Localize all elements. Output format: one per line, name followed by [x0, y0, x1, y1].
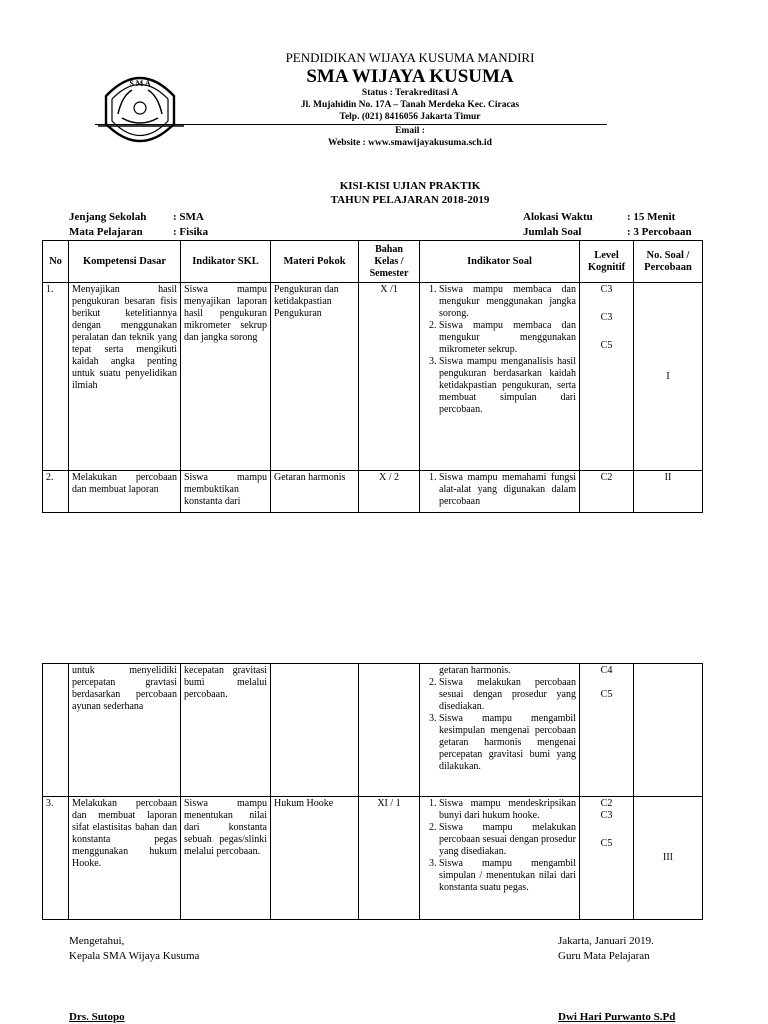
level-item: C5: [600, 340, 613, 351]
mapel-value: : Fisika: [173, 226, 209, 238]
soal-continuation: getaran harmonis.: [439, 665, 511, 676]
row3-kompetensi: Melakukan percobaan dan membuat laporan sifat elastisitas bahan dan konstanta pegas menggunakan hukum Hooke.: [69, 797, 181, 920]
row2b-skl: kecepatan gravitasi bumi melalui percobaan.: [181, 664, 271, 797]
list-item: 3. Siswa mampu menganalisis hasil pengukuran berdasarkan kaidah ketidakpastian pengukuran, serta membuat simpulan dari percobaan.: [439, 356, 576, 416]
row2b-bahan: [359, 664, 420, 797]
kisi-table-part2: [42, 663, 703, 920]
list-item: 3. Siswa mampu mengambil kesimpulan mengenai percobaan getaran harmonis mengenai percepatan gravitasi bumi yang dilakukan.: [439, 713, 576, 773]
row3-bahan: XI / 1: [359, 797, 420, 920]
header-level: Level Kognitif: [580, 241, 634, 283]
list-item: 3. Siswa mampu mengambil simpulan / menentukan nilai dari konstanta suatu pegas.: [439, 858, 576, 894]
row1-no-soal: I: [634, 283, 703, 471]
document-year: TAHUN PELAJARAN 2018-2019: [330, 194, 490, 206]
row1-no: 1.: [43, 283, 69, 471]
list-item: 1. Siswa mampu mendeskripsikan bunyi dari hukum hooke.: [439, 798, 576, 822]
row1-indikator-soal: [420, 283, 580, 471]
header-bahan: Bahan Kelas / Semester: [359, 241, 420, 283]
level-item: C2: [600, 798, 613, 809]
sig-right-name: Dwi Hari Purwanto S.Pd: [558, 1011, 676, 1023]
jumlah-value: : 3 Percobaan: [627, 226, 692, 238]
school-status: Status : Terakreditasi A: [361, 88, 459, 98]
alokasi-value: : 15 Menit: [627, 211, 676, 223]
row3-no: 3.: [43, 797, 69, 920]
row2-bahan: X / 2: [359, 471, 420, 513]
mapel-label: Mata Pelajaran: [69, 226, 143, 238]
school-phone: Telp. (021) 8416056 Jakarta Timur: [339, 112, 481, 122]
sig-left-line2: Kepala SMA Wijaya Kusuma: [69, 950, 200, 962]
list-item: 1. Siswa mampu memahami fungsi alat-alat yang digunakan dalam percobaan: [439, 472, 576, 508]
row1-materi: Pengukuran dan ketidakpastian Pengukuran: [271, 283, 359, 471]
row3-level: [580, 797, 634, 920]
school-email: Email :: [395, 126, 425, 136]
row2-skl: Siswa mampu membuktikan konstanta dari: [181, 471, 271, 513]
level-item: C4: [600, 665, 613, 676]
row2-materi: Getaran harmonis: [271, 471, 359, 513]
row2-no-soal: II: [634, 471, 703, 513]
row2-no: 2.: [43, 471, 69, 513]
table-row: [43, 283, 703, 471]
jenjang-value: : SMA: [173, 211, 204, 223]
row3-no-soal: III: [634, 797, 703, 920]
row2b-materi: [271, 664, 359, 797]
header-no-soal: No. Soal / Percobaan: [634, 241, 703, 283]
row2b-indikator-soal: [420, 664, 580, 797]
list-item: 2. Siswa mampu melakukan percobaan sesuai dengan prosedur yang disediakan.: [439, 822, 576, 858]
row2b-kompetensi: untuk menyelidiki percepatan gravtasi berdasarkan percobaan ayunan sederhana: [69, 664, 181, 797]
row2b-no: [43, 664, 69, 797]
header-rule: [95, 124, 607, 125]
header-skl: Indikator SKL: [181, 241, 271, 283]
sig-right-line1: Jakarta, Januari 2019.: [558, 935, 654, 947]
row1-level: [580, 283, 634, 471]
level-item: C3: [600, 284, 613, 295]
header-materi: Materi Pokok: [271, 241, 359, 283]
row3-materi: Hukum Hooke: [271, 797, 359, 920]
sig-left-line1: Mengetahui,: [69, 935, 125, 947]
alokasi-label: Alokasi Waktu: [523, 211, 593, 223]
row2-indikator-soal: [420, 471, 580, 513]
level-item: C3: [600, 312, 613, 323]
row2b-no-soal: [634, 664, 703, 797]
jumlah-label: Jumlah Soal: [523, 226, 582, 238]
sig-right-line2: Guru Mata Pelajaran: [558, 950, 650, 962]
school-org: PENDIDIKAN WIJAYA KUSUMA MANDIRI: [285, 50, 535, 65]
jenjang-label: Jenjang Sekolah: [69, 211, 147, 223]
row1-bahan: X /1: [359, 283, 420, 471]
list-item: 2. Siswa melakukan percobaan sesuai dengan prosedur yang disediakan.: [439, 677, 576, 713]
row2-level: C2: [580, 471, 634, 513]
header-indikator-soal: Indikator Soal: [420, 241, 580, 283]
row3-indikator-soal: [420, 797, 580, 920]
school-website[interactable]: Website : www.smawijayakusuma.sch.id: [328, 138, 492, 148]
svg-text:S M A: S M A: [129, 79, 151, 88]
level-item: C5: [600, 689, 613, 700]
document-title: KISI-KISI UJIAN PRAKTIK: [339, 180, 481, 192]
school-address: Jl. Mujahidin No. 17A – Tanah Merdeka Kec. Ciracas: [300, 100, 520, 110]
header-kompetensi: Kompetensi Dasar: [69, 241, 181, 283]
kisi-table-part1: [42, 240, 703, 513]
list-item: 2. Siswa mampu membaca dan mengukur menggunakan mikrometer sekrup.: [439, 320, 576, 356]
level-item: C3: [600, 810, 613, 821]
row1-skl: Siswa mampu menyajikan laporan hasil pengukuran mikrometer sekrup dan jangka sorong: [181, 283, 271, 471]
row2-kompetensi: Melakukan percobaan dan membuat laporan: [69, 471, 181, 513]
list-item: 1. Siswa mampu membaca dan mengukur menggunakan jangka sorong.: [439, 284, 576, 320]
school-name: SMA WIJAYA KUSUMA: [306, 66, 514, 87]
table-row: [43, 664, 703, 797]
row1-kompetensi: Menyajikan hasil pengukuran besaran fisis berikut ketelitiannya dengan menggunakan peralatan dan teknik yang tepat serta mengikuti kaidah angka penting untuk suatu penyelidikan ilmiah: [69, 283, 181, 471]
table-row: [43, 471, 703, 513]
row2b-level: [580, 664, 634, 797]
school-logo: [92, 66, 188, 156]
header-no: No: [43, 241, 69, 283]
table-row: [43, 797, 703, 920]
table-header-row: [43, 241, 703, 283]
level-item: C5: [600, 838, 613, 849]
row3-skl: Siswa mampu menentukan nilai dari konstanta sebuah pegas/slinki melalui percobaan.: [181, 797, 271, 920]
sig-left-name: Drs. Sutopo: [69, 1011, 125, 1023]
